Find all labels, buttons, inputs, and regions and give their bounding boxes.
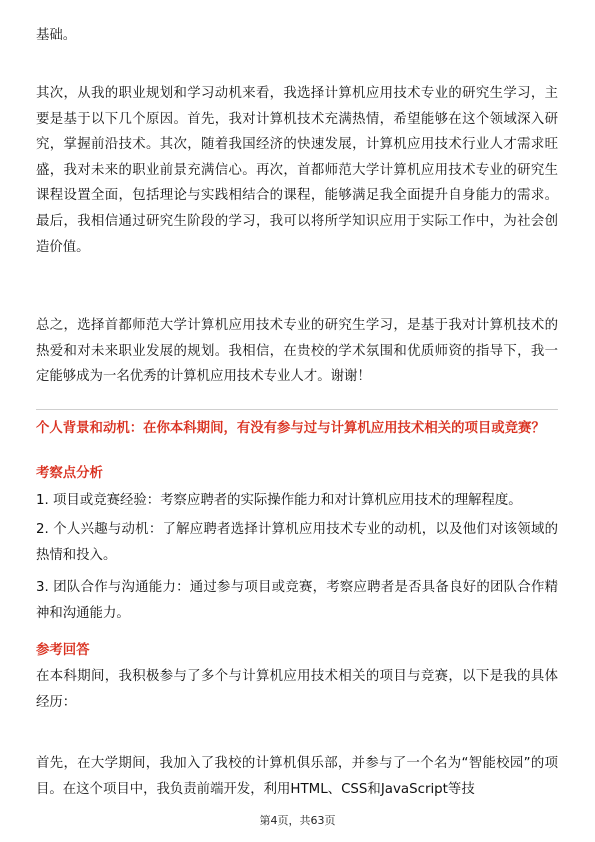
analysis-item-2: 2. 个人兴趣与动机：了解应聘者选择计算机应用技术专业的动机，以及他们对该领域的热情和投入。	[36, 522, 558, 563]
analysis-item-3: 3. 团队合作与沟通能力：通过参与项目或竞赛，考察应聘者是否具备良好的团队合作精神和沟通能力。	[36, 580, 558, 621]
answer-paragraph-2: 首先，在大学期间，我加入了我校的计算机俱乐部，并参与了一个名为“智能校园”的项目。在这个项目中，我负责前端开发，利用HTML、CSS和JavaScript等技	[36, 756, 558, 797]
body-paragraph-3: 总之，选择首都师范大学计算机应用技术专业的研究生学习，是基于我对计算机技术的热爱和对未来职业发展的规划。我相信，在贵校的学术氛围和优质师资的指导下，我一定能够成为一名优秀的计算机应用技术专业人才。谢谢！	[36, 318, 558, 385]
interview-question: 个人背景和动机：在你本科期间，有没有参与过与计算机应用技术相关的项目或竞赛？	[36, 421, 545, 436]
analysis-item-1: 1. 项目或竞赛经验：考察应聘者的实际操作能力和对计算机应用技术的理解程度。	[36, 493, 522, 508]
body-paragraph-1: 基础。	[36, 28, 77, 43]
section-divider	[36, 409, 558, 410]
analysis-heading: 考察点分析	[36, 466, 103, 481]
body-paragraph-2: 其次，从我的职业规划和学习动机来看，我选择计算机应用技术专业的研究生学习，主要是基于以下几个原因。首先，我对计算机技术充满热情，希望能够在这个领域深入研究，掌握前沿技术。其次，随着我国经济的快速发展，计算机应用技术行业人才需求旺盛，我对未来的职业前景充满信心。再次，首都师范大学计算机应用技术专业的研究生课程设置全面，包括理论与实践相结合的课程，能够满足我全面提升自身能力的需求。最后，我相信通过研究生阶段的学习，我可以将所学知识应用于实际工作中，为社会创造价值。	[36, 86, 558, 255]
answer-paragraph-1: 在本科期间，我积极参与了多个与计算机应用技术相关的项目与竞赛，以下是我的具体经历：	[36, 669, 558, 710]
page-number-footer: 第4页，共63页	[259, 814, 336, 827]
answer-heading: 参考回答	[36, 643, 90, 658]
